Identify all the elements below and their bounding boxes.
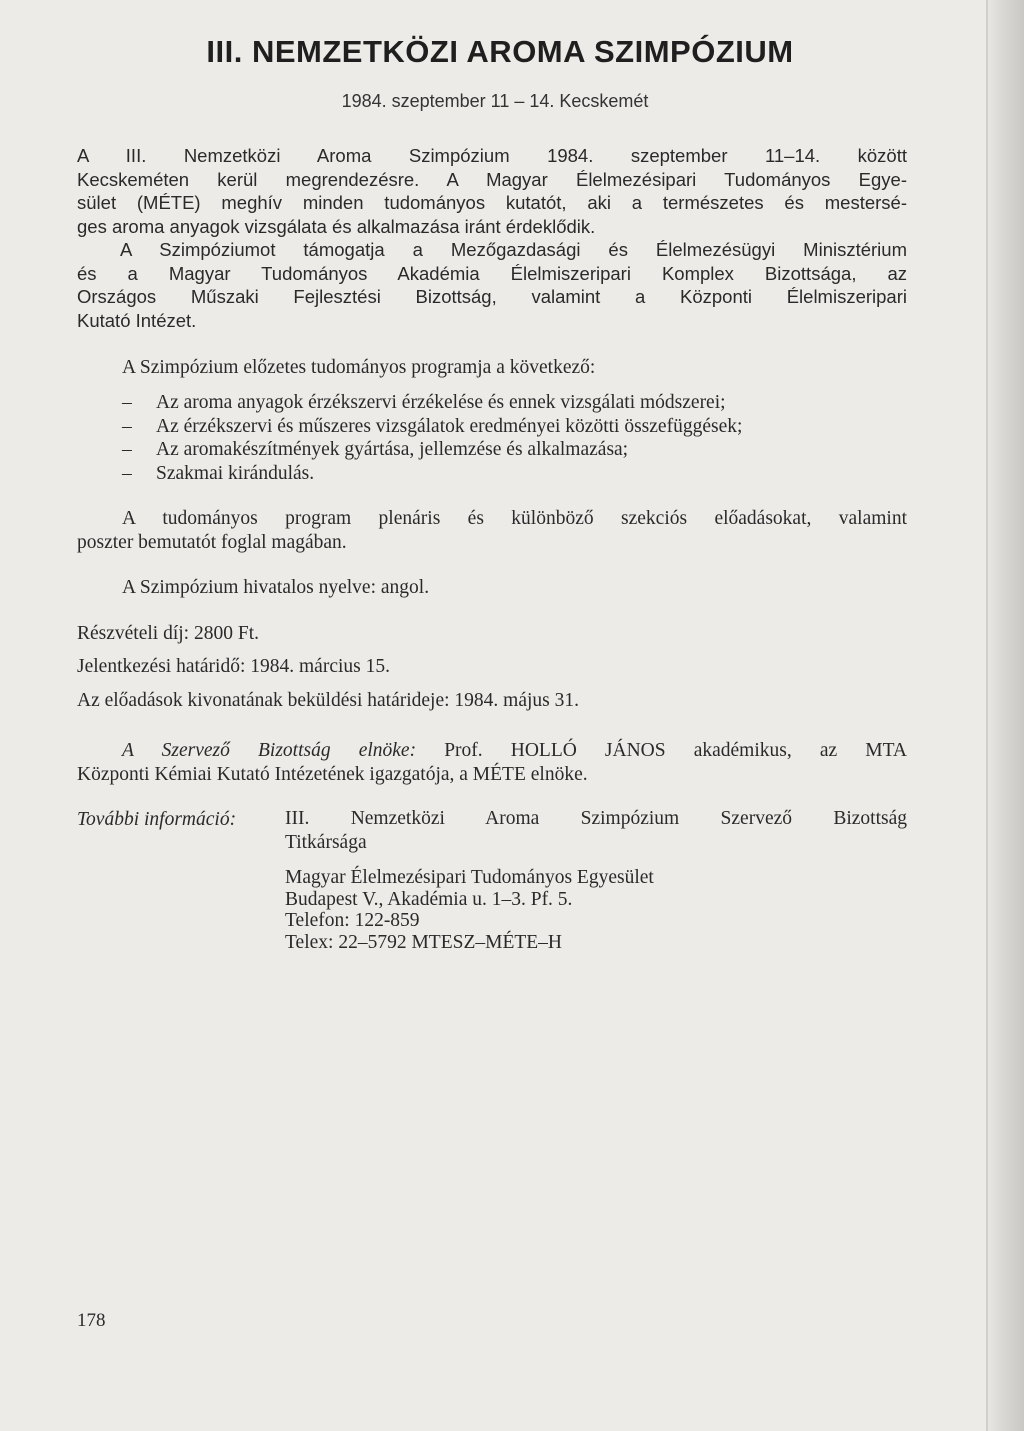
address-line: Budapest V., Akadémia u. 1–3. Pf. 5. xyxy=(285,888,573,910)
intro-line: Kutató Intézet. xyxy=(77,309,197,331)
program-list xyxy=(122,391,912,485)
contact-address xyxy=(285,867,907,953)
address-line: Telex: 22–5792 MTESZ–MÉTE–H xyxy=(285,931,563,953)
list-item-text: Az aromakészítmények gyártása, jellemzése és alkalmazása; xyxy=(156,439,629,460)
bullet-dash: – xyxy=(122,392,132,413)
scan-page-edge xyxy=(988,0,1024,1431)
format-line: poszter bemutatót foglal magában. xyxy=(77,531,347,553)
chair-line xyxy=(77,739,907,763)
page-number: 178 xyxy=(77,1310,106,1331)
page-title: III. NEMZETKÖZI AROMA SZIMPÓZIUM xyxy=(206,34,794,69)
abstract-deadline: Az előadások kivonatának beküldési határideje: 1984. május 31. xyxy=(77,690,579,711)
list-item-text: Szakmai kirándulás. xyxy=(156,462,315,484)
bullet-dash: – xyxy=(122,415,132,437)
list-item xyxy=(122,462,912,486)
bullet-dash: – xyxy=(122,462,132,484)
program-intro: A Szimpózium előzetes tudományos programja a következő: xyxy=(122,357,596,378)
organizing-chair xyxy=(77,739,907,786)
list-item xyxy=(122,391,912,415)
intro-line: ges aroma anyagok vizsgálata és alkalmazása iránt érdeklődik. xyxy=(77,215,596,237)
intro-line: Kecskeméten kerül megrendezésre. A Magyar Élelmezésipari Tudományos Egye- xyxy=(77,168,907,190)
address-line: Telefon: 122-859 xyxy=(285,910,420,931)
official-language: A Szimpózium hivatalos nyelve: angol. xyxy=(122,577,430,598)
list-item-text: Az aroma anyagok érzékszervi érzékelése és ennek vizsgálati módszerei; xyxy=(156,392,726,413)
contact-line: Titkársága xyxy=(285,831,367,853)
list-item xyxy=(122,438,912,462)
format-line: A tudományos program plenáris és különböző szekciós előadásokat, valamint xyxy=(122,508,907,529)
program-format-paragraph xyxy=(77,507,907,554)
address-line: Magyar Élelmezésipari Tudományos Egyesület xyxy=(285,867,654,888)
list-item-text: Az érzékszervi és műszeres vizsgálatok eredményei közötti összefüggések; xyxy=(156,415,743,437)
intro-line: Országos Műszaki Fejlesztési Bizottság, valamint a Központi Élelmiszeripari xyxy=(77,286,907,307)
intro-line: sület (MÉTE) meghív minden tudományos kutatót, aki a természetes és mestersé- xyxy=(77,192,907,213)
registration-deadline: Jelentkezési határidő: 1984. március 15. xyxy=(77,656,390,677)
chair-name: Prof. HOLLÓ JÁNOS akadémikus, az MTA xyxy=(444,740,908,761)
intro-line: és a Magyar Tudományos Akadémia Élelmiszeripari Komplex Bizottsága, az xyxy=(77,262,907,284)
participation-fee: Részvételi díj: 2800 Ft. xyxy=(77,623,259,644)
list-item xyxy=(122,415,912,439)
event-date-location: 1984. szeptember 11 – 14. Kecskemét xyxy=(341,91,649,111)
contact-label: További információ: xyxy=(77,809,237,830)
chair-label: A Szervező Bizottság elnöke: xyxy=(122,740,417,761)
intro-line: A III. Nemzetközi Aroma Szimpózium 1984. szeptember 11–14. között xyxy=(77,145,907,166)
chair-line: Központi Kémiai Kutató Intézetének igazgatója, a MÉTE elnöke. xyxy=(77,763,588,785)
intro-line: A Szimpóziumot támogatja a Mezőgazdasági és Élelmezésügyi Minisztérium xyxy=(120,239,907,260)
intro-paragraph xyxy=(77,144,907,332)
bullet-dash: – xyxy=(122,439,132,460)
contact-committee xyxy=(285,807,907,854)
contact-line: III. Nemzetközi Aroma Szimpózium Szervező Bizottság xyxy=(285,808,907,829)
